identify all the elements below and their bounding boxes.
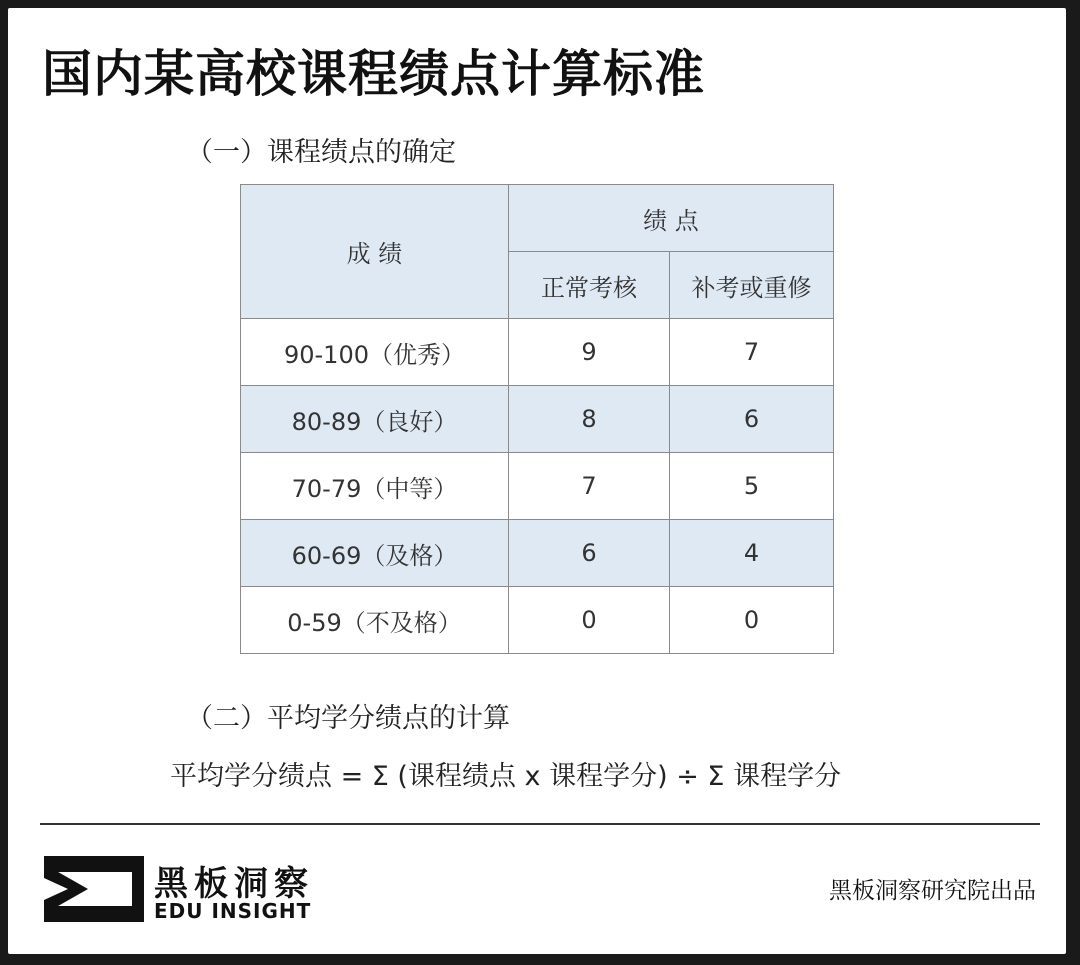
normal-gpa-cell: 8 (509, 386, 670, 453)
header-score: 成 绩 (241, 185, 509, 319)
retake-gpa-cell: 0 (670, 587, 834, 654)
normal-gpa-cell: 7 (509, 453, 670, 520)
table-row (241, 520, 834, 587)
gpa-table (240, 184, 834, 654)
retake-gpa-cell: 7 (670, 319, 834, 386)
table-row (241, 453, 834, 520)
retake-gpa-cell: 4 (670, 520, 834, 587)
score-cell: 0-59（不及格） (241, 587, 509, 654)
header-normal: 正常考核 (509, 252, 670, 319)
retake-gpa-cell: 5 (670, 453, 834, 520)
eye-bracket-logo-icon (44, 856, 144, 922)
normal-gpa-cell: 6 (509, 520, 670, 587)
normal-gpa-cell: 9 (509, 319, 670, 386)
page-title: 国内某高校课程绩点计算标准 (42, 45, 705, 103)
brand-name-en: EDU INSIGHT (154, 899, 312, 923)
score-cell: 80-89（良好） (241, 386, 509, 453)
publisher-credit: 黑板洞察研究院出品 (829, 878, 1036, 904)
header-retake: 补考或重修 (670, 252, 834, 319)
footer-divider (40, 823, 1040, 825)
table-row (241, 319, 834, 386)
brand-name-cn: 黑板洞察 (154, 864, 314, 904)
score-cell: 60-69（及格） (241, 520, 509, 587)
table-row (241, 386, 834, 453)
retake-gpa-cell: 6 (670, 386, 834, 453)
table-row (241, 587, 834, 654)
header-gpa: 绩 点 (509, 185, 834, 252)
score-cell: 70-79（中等） (241, 453, 509, 520)
section-2-heading: （二）平均学分绩点的计算 (186, 703, 510, 734)
gpa-formula: 平均学分绩点 = Σ (课程绩点 x 课程学分) ÷ Σ 课程学分 (170, 761, 842, 792)
score-cell: 90-100（优秀） (241, 319, 509, 386)
normal-gpa-cell: 0 (509, 587, 670, 654)
page-frame (8, 8, 1066, 954)
section-1-heading: （一）课程绩点的确定 (186, 137, 456, 168)
